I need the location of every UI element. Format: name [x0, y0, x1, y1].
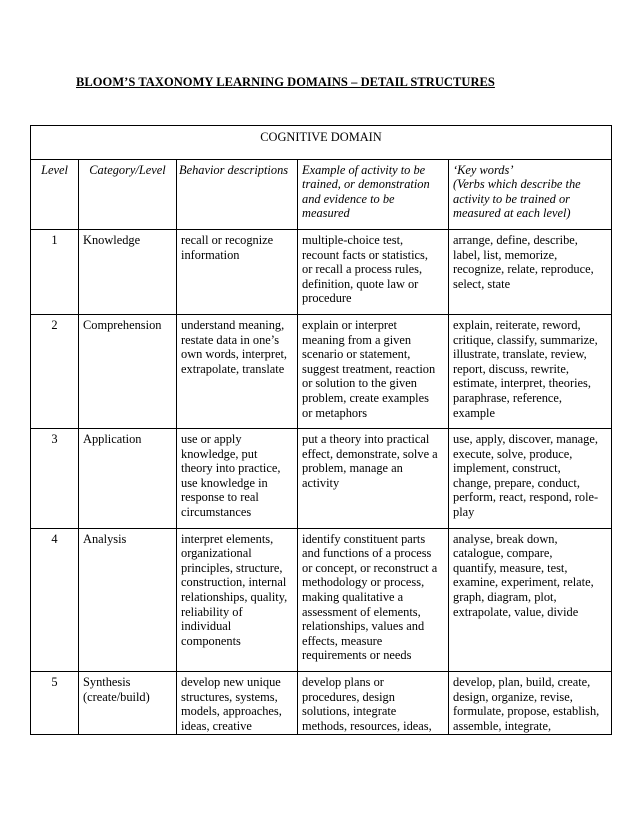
row-category: Comprehension	[79, 314, 177, 428]
row-example: explain or interpret meaning from a given scenario or statement, suggest treatment, reaction or solution to the given problem, create examples or metaphors	[298, 314, 449, 428]
column-header-level: Level	[31, 159, 79, 229]
row-keywords: develop, plan, build, create, design, organize, revise, formulate, propose, establish, assemble, integrate,	[449, 672, 612, 735]
row-keywords: analyse, break down, catalogue, compare, quantify, measure, test, examine, experiment, relate, graph, diagram, plot, extrapolate, value, divide	[449, 528, 612, 671]
row-level: 5	[31, 672, 79, 735]
row-behavior: understand meaning, restate data in one’s own words, interpret, extrapolate, translate	[177, 314, 298, 428]
table-row	[31, 229, 612, 314]
row-example: put a theory into practical effect, demonstrate, solve a problem, manage an activity	[298, 429, 449, 529]
column-header-row	[31, 159, 612, 229]
row-level: 3	[31, 429, 79, 529]
row-example: develop plans or procedures, design solutions, integrate methods, resources, ideas,	[298, 672, 449, 735]
row-behavior: develop new unique structures, systems, models, approaches, ideas, creative	[177, 672, 298, 735]
column-header-example: Example of activity to be trained, or demonstration and evidence to be measured	[298, 159, 449, 229]
row-behavior: use or apply knowledge, put theory into practice, use knowledge in response to real circumstances	[177, 429, 298, 529]
row-keywords: explain, reiterate, reword, critique, classify, summarize, illustrate, translate, review, report, discuss, rewrite, estimate, interpret, theories, paraphrase, reference, example	[449, 314, 612, 428]
row-level: 1	[31, 229, 79, 314]
row-keywords: use, apply, discover, manage, execute, solve, produce, implement, construct, change, prepare, conduct, perform, react, respond, role- play	[449, 429, 612, 529]
row-behavior: interpret elements, organizational principles, structure, construction, internal relationships, quality, reliability of individual components	[177, 528, 298, 671]
row-category: Application	[79, 429, 177, 529]
column-header-behavior: Behavior descriptions	[177, 159, 298, 229]
row-category: Knowledge	[79, 229, 177, 314]
row-example: multiple-choice test, recount facts or statistics, or recall a process rules, definition, quote law or procedure	[298, 229, 449, 314]
domain-heading: COGNITIVE DOMAIN	[31, 126, 612, 160]
row-level: 4	[31, 528, 79, 671]
domain-heading-row	[31, 126, 612, 160]
row-behavior: recall or recognize information	[177, 229, 298, 314]
row-category: Synthesis (create/build)	[79, 672, 177, 735]
table-row	[31, 528, 612, 671]
column-header-category: Category/Level	[79, 159, 177, 229]
cognitive-domain-table	[30, 125, 612, 735]
row-category: Analysis	[79, 528, 177, 671]
row-example: identify constituent parts and functions of a process or concept, or reconstruct a methodology or process, making qualitative a assessment of elements, relationships, values and effects, measure requirements or needs	[298, 528, 449, 671]
column-header-keywords: ‘Key words’ (Verbs which describe the activity to be trained or measured at each level)	[449, 159, 612, 229]
table-row	[31, 672, 612, 735]
row-keywords: arrange, define, describe, label, list, memorize, recognize, relate, reproduce, select, state	[449, 229, 612, 314]
table-row	[31, 429, 612, 529]
row-level: 2	[31, 314, 79, 428]
table-row	[31, 314, 612, 428]
document-title: BLOOM’S TAXONOMY LEARNING DOMAINS – DETAIL STRUCTURES	[76, 75, 495, 89]
